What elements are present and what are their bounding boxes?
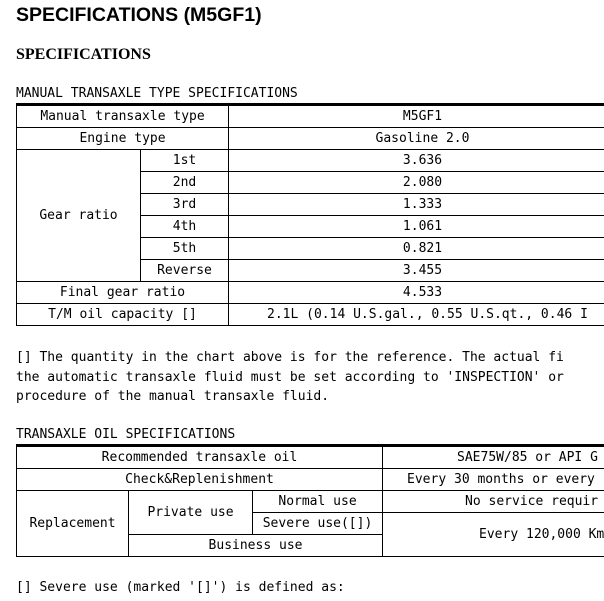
- business-use-label: Business use: [129, 535, 383, 557]
- gear-name: 4th: [141, 216, 229, 238]
- check-replenishment-label: Check&Replenishment: [17, 469, 383, 491]
- table-row: [17, 447, 604, 469]
- reference-note-line: [] The quantity in the chart above is for the reference. The actual fi: [16, 350, 564, 365]
- table-row: [17, 150, 604, 172]
- table-row: [17, 469, 604, 491]
- gear-ratio-value: 1.333: [229, 194, 604, 216]
- gear-name: 2nd: [141, 172, 229, 194]
- severe-use-label: Severe use([]): [253, 513, 383, 535]
- recommended-oil-value: SAE75W/85 or API G: [383, 447, 604, 469]
- table-row: [17, 128, 604, 150]
- final-gear-value: 4.533: [229, 282, 604, 304]
- oil-capacity-value: 2.1L (0.14 U.S.gal., 0.55 U.S.qt., 0.46 I: [229, 304, 604, 326]
- replacement-label: Replacement: [17, 491, 129, 557]
- manual-table-caption: MANUAL TRANSAXLE TYPE SPECIFICATIONS: [16, 86, 298, 101]
- gear-ratio-value: 3.455: [229, 260, 604, 282]
- oil-capacity-label: T/M oil capacity []: [17, 304, 229, 326]
- section-title: SPECIFICATIONS: [16, 46, 151, 63]
- gear-name: 3rd: [141, 194, 229, 216]
- gear-name: 5th: [141, 238, 229, 260]
- gear-ratio-value: 0.821: [229, 238, 604, 260]
- page-title: SPECIFICATIONS (M5GF1): [16, 4, 262, 26]
- engine-label: Engine type: [17, 128, 229, 150]
- recommended-oil-label: Recommended transaxle oil: [17, 447, 383, 469]
- normal-use-label: Normal use: [253, 491, 383, 513]
- reference-note-line: procedure of the manual transaxle fluid.: [16, 389, 330, 404]
- table-row: [17, 304, 604, 326]
- engine-value: Gasoline 2.0: [229, 128, 604, 150]
- manual-transaxle-spec-table: [16, 105, 604, 326]
- gear-name: Reverse: [141, 260, 229, 282]
- table-row: [17, 106, 604, 128]
- check-replenishment-value: Every 30 months or every: [383, 469, 604, 491]
- normal-use-value: No service requir: [383, 491, 604, 513]
- gear-ratio-value: 2.080: [229, 172, 604, 194]
- private-use-label: Private use: [129, 491, 253, 535]
- table-row: [17, 491, 604, 513]
- transaxle-oil-spec-table: [16, 446, 604, 557]
- gear-ratio-label: Gear ratio: [17, 150, 141, 282]
- severe-use-footnote: [] Severe use (marked '[]') is defined as:: [16, 580, 345, 595]
- gear-name: 1st: [141, 150, 229, 172]
- oil-table-caption: TRANSAXLE OIL SPECIFICATIONS: [16, 427, 236, 442]
- gear-ratio-value: 1.061: [229, 216, 604, 238]
- reference-note-line: the automatic transaxle fluid must be set according to 'INSPECTION' or: [16, 370, 564, 385]
- gear-ratio-value: 3.636: [229, 150, 604, 172]
- severe-business-value: Every 120,000 Km: [383, 513, 604, 557]
- type-value: M5GF1: [229, 106, 604, 128]
- final-gear-label: Final gear ratio: [17, 282, 229, 304]
- table-row: [17, 282, 604, 304]
- type-label: Manual transaxle type: [17, 106, 229, 128]
